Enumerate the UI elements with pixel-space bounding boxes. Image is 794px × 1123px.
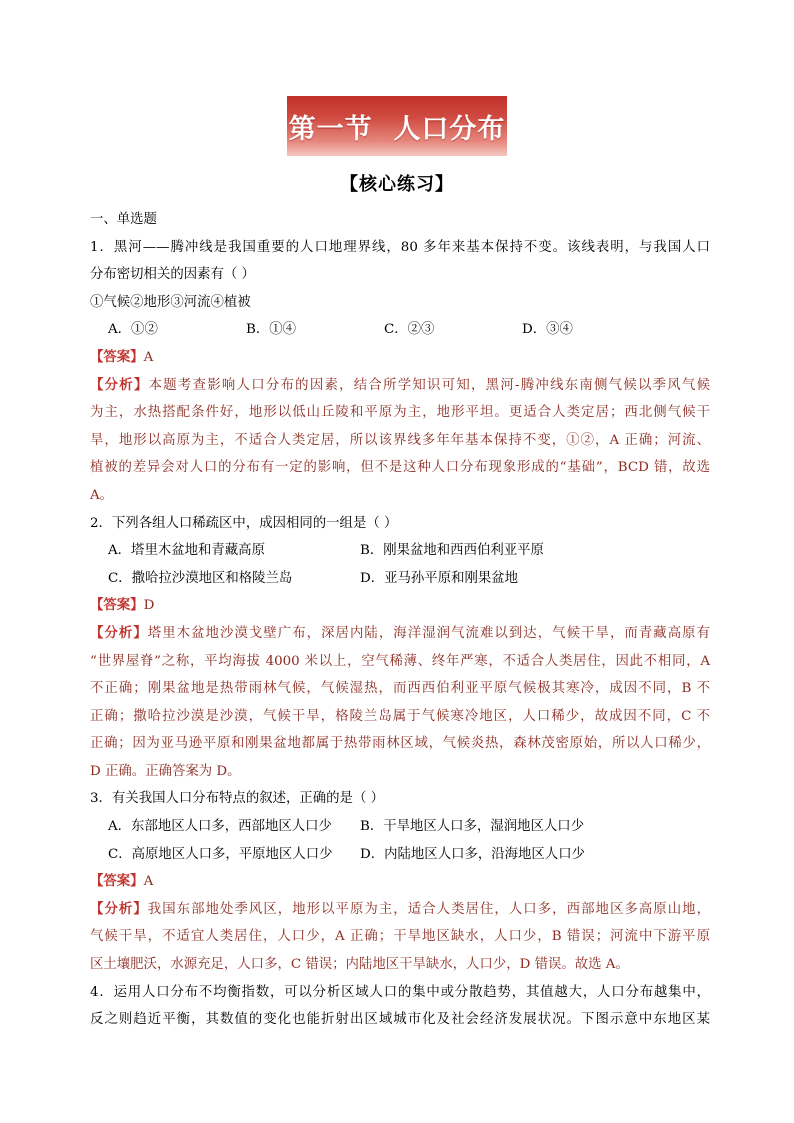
analysis-line: 为主，水热搭配条件好，地形以低山丘陵和平原为主，地形平坦。更适合人类定居；西北侧气候干 [90, 405, 710, 421]
question-2 [90, 510, 710, 786]
answer-tag: 【答案】 [90, 873, 144, 890]
page-title: 第一节 人口分布 [288, 113, 506, 145]
section-heading: 一、单选题 [90, 212, 157, 227]
question-4 [90, 979, 710, 1034]
question-stem-line: 4．运用人口分布不均衡指数，可以分析区域人口的集中或分散趋势，其值越大，人口分布越集中， [90, 984, 710, 1000]
answer-value: A [143, 349, 154, 365]
option-b: B．①④ [246, 322, 297, 338]
answer-tag: 【答案】 [90, 348, 144, 365]
analysis-text: 本题考查影响人口分布的因素，结合所学知识可知，黑河-腾冲线东南侧气候以季风气候 [148, 377, 710, 393]
analysis-tag: 【分析】 [90, 624, 148, 641]
question-extra: ①气候②地形③河流④植被 [90, 294, 251, 310]
title-banner [287, 96, 507, 156]
option-c: C．撒哈拉沙漠地区和格陵兰岛 [108, 570, 293, 586]
option-b: B．干旱地区人口多，湿润地区人口少 [360, 819, 585, 835]
section-subtitle: 【核心练习】 [340, 174, 454, 195]
answer-line [90, 592, 710, 620]
option-b: B．刚果盆地和西西伯利亚平原 [360, 543, 544, 559]
question-stem-line: 3．有关我国人口分布特点的叙述，正确的是（ ） [90, 791, 384, 807]
analysis-line: D 正确。正确答案为 D。 [90, 763, 241, 779]
analysis-line: 正确；撒哈拉沙漠是沙漠，气候干旱，格陵兰岛属于气候寒冷地区，人口稀少，故成因不同，C 不 [90, 708, 710, 724]
analysis-line [90, 372, 710, 400]
answer-line [90, 868, 710, 896]
question-stem-line: 1．黑河——腾冲线是我国重要的人口地理界线，80 多年来基本保持不变。该线表明，与我国人口 [90, 239, 710, 255]
option-d: D．内陆地区人口多，沿海地区人口少 [360, 846, 585, 862]
answer-line [90, 344, 710, 372]
option-row [90, 316, 710, 344]
option-row [90, 565, 710, 593]
analysis-line: 正确；因为亚马逊平原和刚果盆地都属于热带雨林区域，气候炎热，森林茂密原始，所以人口稀少， [90, 736, 710, 752]
analysis-tag: 【分析】 [90, 900, 148, 917]
option-d: D．③④ [522, 322, 573, 338]
option-row [90, 841, 710, 869]
option-c: C．②③ [384, 322, 435, 338]
analysis-line: 不正确；刚果盆地是热带雨林气候，气候湿热，而西西伯利亚平原气候极其寒冷，成因不同，B 不 [90, 681, 710, 697]
answer-value: A [143, 874, 154, 890]
analysis-text: 我国东部地处季风区，地形以平原为主，适合人类居住，人口多，西部地区多高原山地， [147, 901, 711, 917]
question-3 [90, 785, 710, 978]
option-a: A．塔里木盆地和青藏高原 [108, 543, 265, 559]
option-row [90, 537, 710, 565]
option-a: A．①② [108, 322, 158, 338]
option-row [90, 813, 710, 841]
analysis-line: “世界屋脊”之称，平均海拔 4000 米以上，空气稀薄、终年严寒，不适合人类居住，因此不相同，A [90, 653, 710, 669]
question-1 [90, 234, 710, 510]
option-d: D．亚马孙平原和刚果盆地 [360, 570, 519, 586]
analysis-line: 旱，地形以高原为主，不适合人类定居，所以该界线多年年基本保持不变，①②，A 正确；河流、 [90, 432, 710, 448]
content-body [90, 206, 710, 1034]
analysis-line [90, 620, 710, 648]
answer-tag: 【答案】 [90, 597, 144, 614]
question-stem-line: 反之则趋近平衡，其数值的变化也能折射出区域城市化及社会经济发展状况。下图示意中东地区某 [90, 1012, 710, 1028]
analysis-line: A。 [90, 487, 114, 503]
analysis-line: 气候干旱，不适宜人类居住，人口少，A 正确；干旱地区缺水，人口少，B 错误；河流中下游平原 [90, 929, 710, 945]
option-c: C．高原地区人口多，平原地区人口少 [108, 846, 333, 862]
question-stem-line: 2．下列各组人口稀疏区中，成因相同的一组是（ ） [90, 515, 398, 531]
analysis-tag: 【分析】 [90, 376, 149, 393]
analysis-line [90, 896, 710, 924]
option-a: A．东部地区人口多，西部地区人口少 [108, 819, 332, 835]
analysis-text: 塔里木盆地沙漠戈壁广布，深居内陆，海洋湿润气流难以到达，气候干旱，而青藏高原有 [147, 625, 711, 641]
answer-value: D [143, 598, 155, 614]
analysis-line: 区土壤肥沃，水源充足，人口多，C 错误；内陆地区干旱缺水，人口少，D 错误。故选 A。 [90, 957, 629, 973]
analysis-line: 植被的差异会对人口的分布有一定的影响，但不是这种人口分布现象形成的“基础”，BCD 错，故选 [90, 460, 710, 476]
question-stem-line: 分布密切相关的因素有（ ） [90, 267, 255, 283]
